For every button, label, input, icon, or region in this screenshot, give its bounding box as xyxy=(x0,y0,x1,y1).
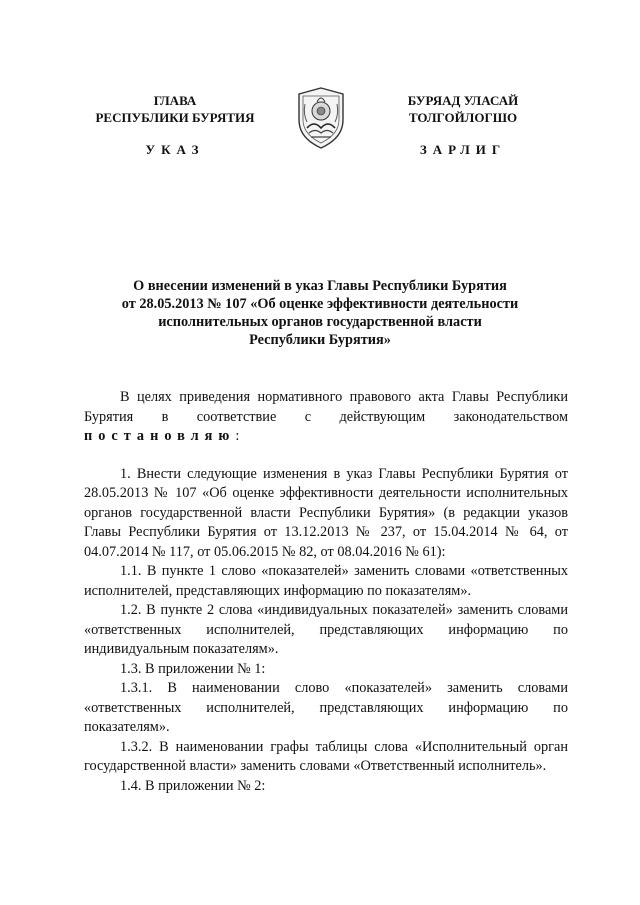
title-line: О внесении изменений в указ Главы Республики Бурятия xyxy=(133,278,507,294)
item-paragraph: 1.1. В пункте 1 слово «показателей» заменить словами «ответственных исполнителей, представляющих информацию по показателям». xyxy=(84,563,568,599)
preamble-text: В целях приведения нормативного правового акта Главы Республики Бурятия в соответствие с действующим законодательством xyxy=(84,389,568,425)
header-right-line1: БУРЯАД УЛАСАЙ xyxy=(407,93,519,108)
title-line: от 28.05.2013 № 107 «Об оценке эффективности деятельности xyxy=(121,296,519,312)
header-left-line1: ГЛАВА xyxy=(153,93,197,108)
decree-kind-ru: УКАЗ xyxy=(145,142,205,157)
item-paragraph: 1.3.2. В наименовании графы таблицы слова «Исполнительный орган государственной власти» заменить словами «Ответственный исполнитель». xyxy=(84,738,568,774)
header-right-line2: ТОЛГОЙЛОГШО xyxy=(408,110,518,125)
header-left-line2: РЕСПУБЛИКИ БУРЯТИЯ xyxy=(95,110,255,125)
title-line: исполнительных органов государственной власти xyxy=(158,314,482,330)
header-right xyxy=(358,92,568,126)
decree-verb: постановляю xyxy=(84,428,236,444)
preamble-colon: : xyxy=(235,428,240,444)
document-title xyxy=(80,277,560,349)
header-left xyxy=(70,92,280,126)
document-body xyxy=(84,388,568,796)
item-paragraph: 1.4. В приложении № 2: xyxy=(120,777,266,794)
coat-of-arms-icon xyxy=(291,86,351,150)
item-paragraph: 1.3.1. В наименовании слово «показателей» заменить словами «ответственных исполнителей, представляющих информацию по показателям». xyxy=(84,680,568,735)
item-paragraph: 1.2. В пункте 2 слова «индивидуальных показателей» заменить словами «ответственных исполнителей, представляющих информацию по индивидуальным показателям». xyxy=(84,602,568,657)
item-paragraph: 1.3. В приложении № 1: xyxy=(120,660,266,677)
preamble-paragraph xyxy=(84,388,568,447)
decree-kind-bua: ЗАРЛИГ xyxy=(419,142,507,157)
title-line: Республики Бурятия» xyxy=(249,332,391,348)
item-paragraph: 1. Внести следующие изменения в указ Главы Республики Бурятия от 28.05.2013 № 107 «Об оценке эффективности деятельности исполнительных органов государственной власти Республики Бурятия» (в редакции указов Главы Республики Бурятия от 13.12.2013 № 237, от 15.04.2014 № 64, от 04.07.2014 № 117, от 05.06.2015 № 82, от 08.04.2016 № 61): xyxy=(84,465,568,560)
